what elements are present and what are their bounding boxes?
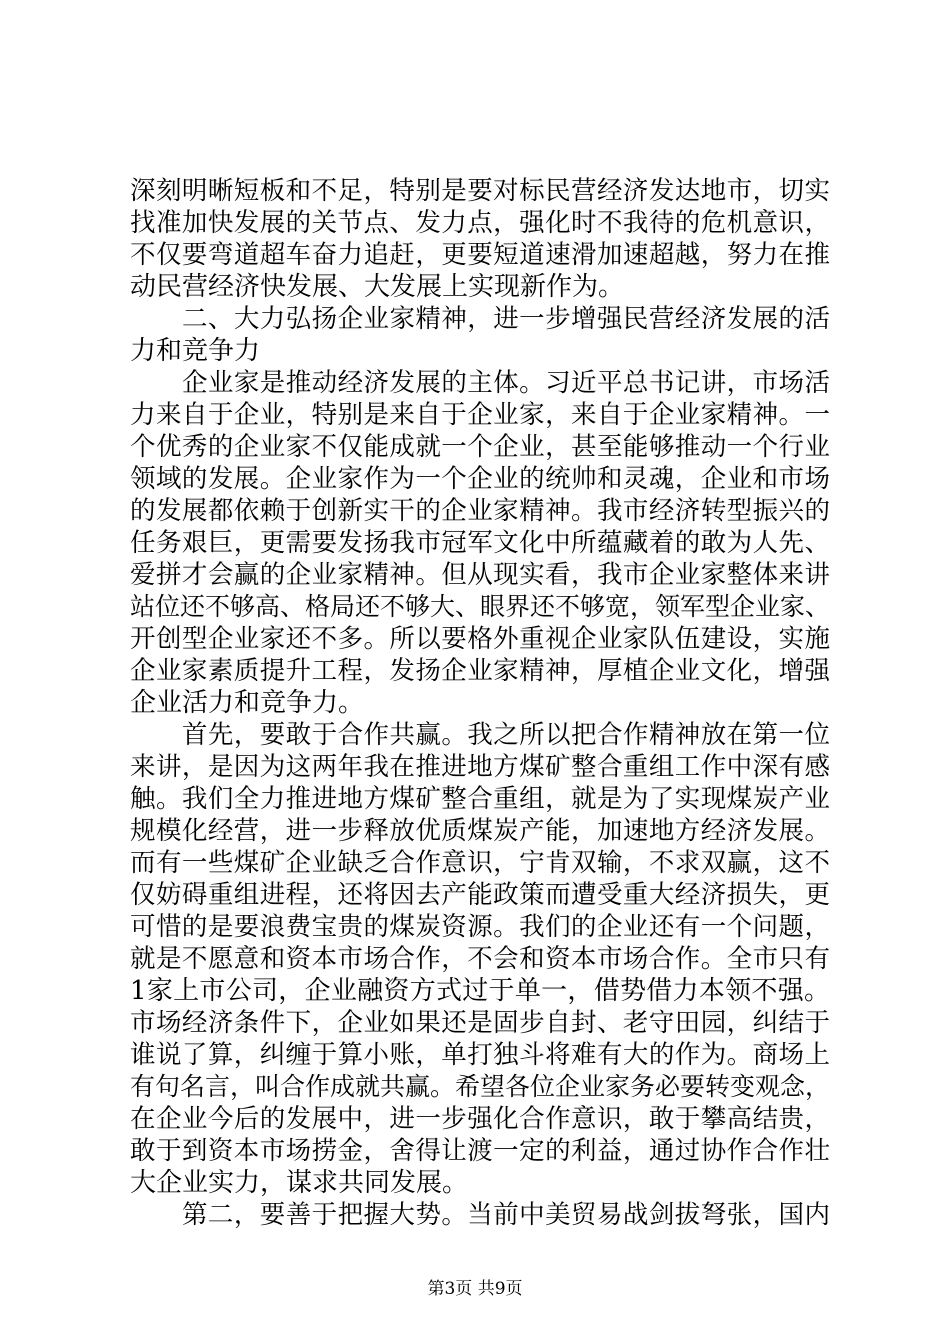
text-line: 来讲，是因为这两年我在推进地方煤矿整合重组工作中深有感: [130, 752, 830, 782]
text-line: 力来自于企业，特别是来自于企业家，来自于企业家精神。一: [130, 400, 830, 430]
text-line: 领域的发展。企业家作为一个企业的统帅和灵魂，企业和市场: [130, 464, 830, 494]
text-line: 开创型企业家还不多。所以要格外重视企业家队伍建设，实施: [130, 624, 830, 654]
text-line: 动民营经济快发展、大发展上实现新作为。: [130, 272, 625, 302]
text-line: 1家上市公司，企业融资方式过于单一，借势借力本领不强。: [130, 976, 830, 1006]
section-heading-line: 力和竞争力: [130, 336, 261, 366]
text-line: 不仅要弯道超车奋力追赶，更要短道速滑加速超越，努力在推: [130, 240, 830, 270]
text-line: 的发展都依赖于创新实干的企业家精神。我市经济转型振兴的: [130, 496, 830, 526]
text-line: 在企业今后的发展中，进一步强化合作意识，敢于攀高结贵，: [130, 1104, 830, 1134]
text-line: 企业家素质提升工程，发扬企业家精神，厚植企业文化，增强: [130, 656, 830, 686]
text-line: 第二，要善于把握大势。当前中美贸易战剑拔弩张，国内: [182, 1200, 830, 1230]
text-line: 企业活力和竞争力。: [130, 688, 365, 718]
text-line: 个优秀的企业家不仅能成就一个企业，甚至能够推动一个行业: [130, 432, 830, 462]
text-line: 规模化经营，进一步释放优质煤炭产能，加速地方经济发展。: [130, 816, 830, 846]
text-line: 大企业实力，谋求共同发展。: [130, 1168, 469, 1198]
text-line: 敢于到资本市场捞金，舍得让渡一定的利益，通过协作合作壮: [130, 1136, 830, 1166]
text-line: 深刻明晰短板和不足，特别是要对标民营经济发达地市，切实: [130, 176, 830, 206]
text-line: 首先，要敢于合作共赢。我之所以把合作精神放在第一位: [182, 720, 830, 750]
text-line: 爱拼才会赢的企业家精神。但从现实看，我市企业家整体来讲: [130, 560, 830, 590]
text-line: 仅妨碍重组进程，还将因去产能政策而遭受重大经济损失，更: [130, 880, 830, 910]
text-line: 站位还不够高、格局还不够大、眼界还不够宽，领军型企业家、: [130, 592, 831, 621]
text-line: 任务艰巨，更需要发扬我市冠军文化中所蕴藏着的敢为人先、: [130, 528, 830, 558]
text-line: 找准加快发展的关节点、发力点，强化时不我待的危机意识，: [130, 208, 830, 238]
text-line: 企业家是推动经济发展的主体。习近平总书记讲，市场活: [182, 368, 830, 398]
text-line: 而有一些煤矿企业缺乏合作意识，宁肯双输，不求双赢，这不: [130, 848, 830, 878]
section-heading-line: 二、大力弘扬企业家精神，进一步增强民营经济发展的活: [182, 304, 830, 334]
text-line: 触。我们全力推进地方煤矿整合重组，就是为了实现煤炭产业: [130, 784, 830, 814]
text-line: 就是不愿意和资本市场合作，不会和资本市场合作。全市只有: [130, 944, 830, 974]
text-line: 有句名言，叫合作成就共赢。希望各位企业家务必要转变观念，: [130, 1072, 831, 1101]
text-line: 市场经济条件下，企业如果还是固步自封、老守田园，纠结于: [130, 1008, 830, 1038]
text-line: 谁说了算，纠缠于算小账，单打独斗将难有大的作为。商场上: [130, 1040, 830, 1070]
text-line: 可惜的是要浪费宝贵的煤炭资源。我们的企业还有一个问题，: [130, 912, 830, 942]
page-number-footer: 第3页 共9页: [427, 1279, 523, 1299]
